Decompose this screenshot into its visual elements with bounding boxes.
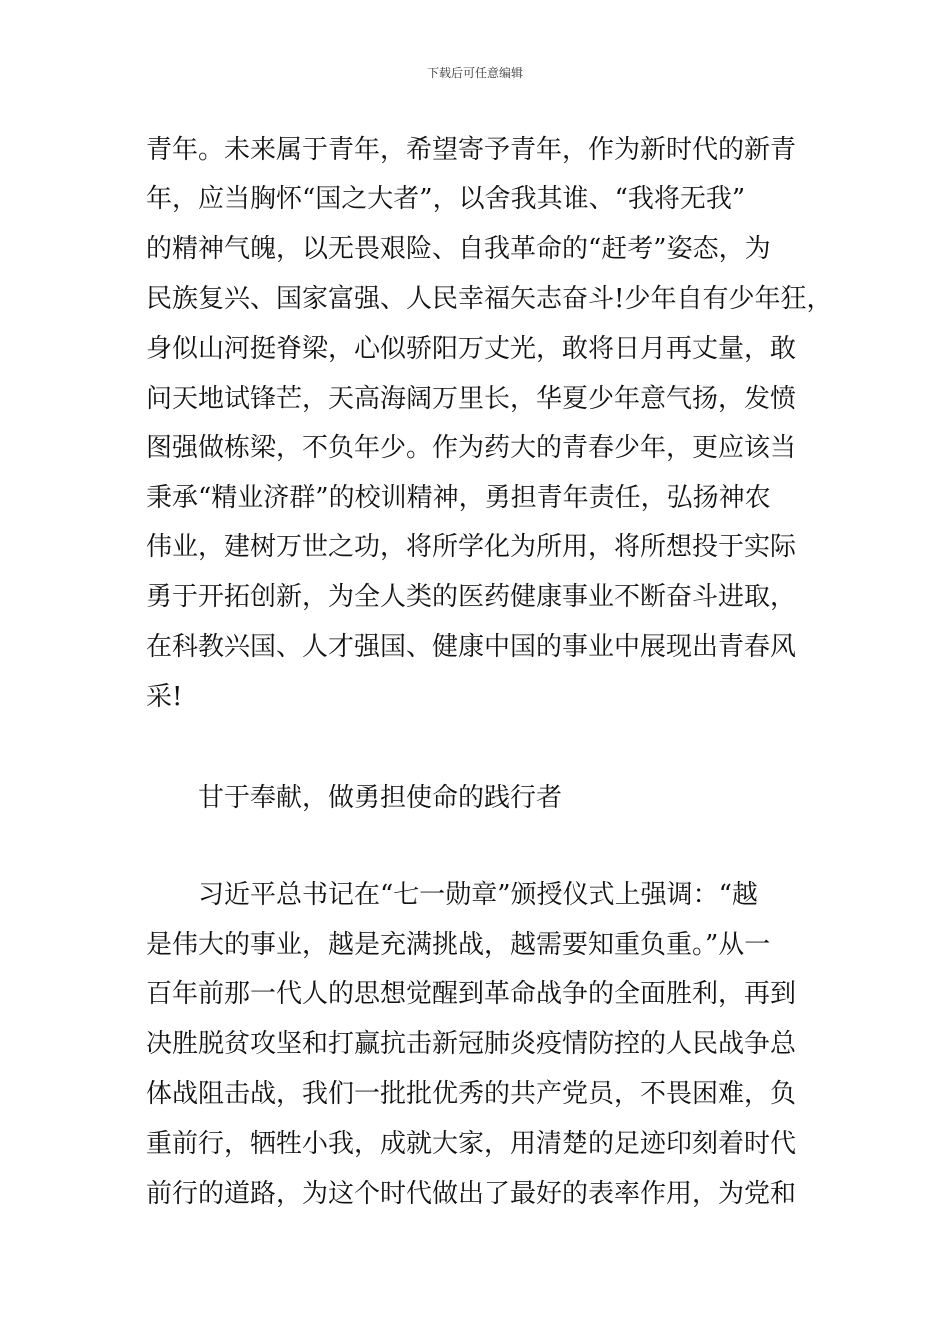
paragraph-line: 采! — [146, 682, 183, 712]
page-header: 下载后可任意编辑 — [426, 66, 523, 80]
section-heading: 甘于奉献，做勇担使命的践行者 — [198, 783, 563, 813]
paragraph-line: 的精神气魄，以无畏艰险、自我革命的“赶考”姿态，为 — [146, 234, 771, 264]
paragraph-line: 是伟大的事业，越是充满挑战，越需要知重负重。”从一 — [146, 930, 771, 960]
paragraph-line: 重前行，牺牲小我，成就大家，用清楚的足迹印刻着时代 — [146, 1129, 797, 1159]
paragraph-line: 习近平总书记在“七一勋章”颁授仪式上强调：“越 — [198, 880, 758, 910]
paragraph-line: 前行的道路，为这个时代做出了最好的表率作用，为党和 — [146, 1179, 797, 1209]
paragraph-line: 勇于开拓创新，为全人类的医药健康事业不断奋斗进取， — [146, 582, 797, 612]
paragraph-line: 决胜脱贫攻坚和打赢抗击新冠肺炎疫情防控的人民战争总 — [146, 1029, 797, 1059]
paragraph-line: 问天地试锋芒，天高海阔万里长，华夏少年意气扬，发愤 — [146, 384, 797, 414]
paragraph-line: 青年。未来属于青年，希望寄予青年，作为新时代的新青 — [146, 135, 797, 165]
paragraph-line: 伟业，建树万世之功，将所学化为所用，将所想投于实际 — [146, 532, 797, 562]
paragraph-line: 图强做栋梁，不负年少。作为药大的青春少年，更应该当 — [146, 433, 797, 463]
paragraph-line: 身似山河挺脊梁，心似骄阳万丈光，敢将日月再丈量，敢 — [146, 334, 797, 364]
paragraph-line: 秉承“精业济群”的校训精神，勇担青年责任，弘扬神农 — [146, 483, 771, 513]
paragraph-line: 年，应当胸怀“国之大者”，以舍我其谁、“我将无我” — [146, 184, 746, 214]
paragraph-line: 民族复兴、国家富强、人民幸福矢志奋斗!少年自有少年狂， — [146, 284, 833, 314]
paragraph-line: 百年前那一代人的思想觉醒到革命战争的全面胜利，再到 — [146, 979, 797, 1009]
paragraph-line: 在科教兴国、人才强国、健康中国的事业中展现出青春风 — [146, 632, 797, 662]
paragraph-line: 体战阻击战，我们一批批优秀的共产党员，不畏困难，负 — [146, 1079, 797, 1109]
